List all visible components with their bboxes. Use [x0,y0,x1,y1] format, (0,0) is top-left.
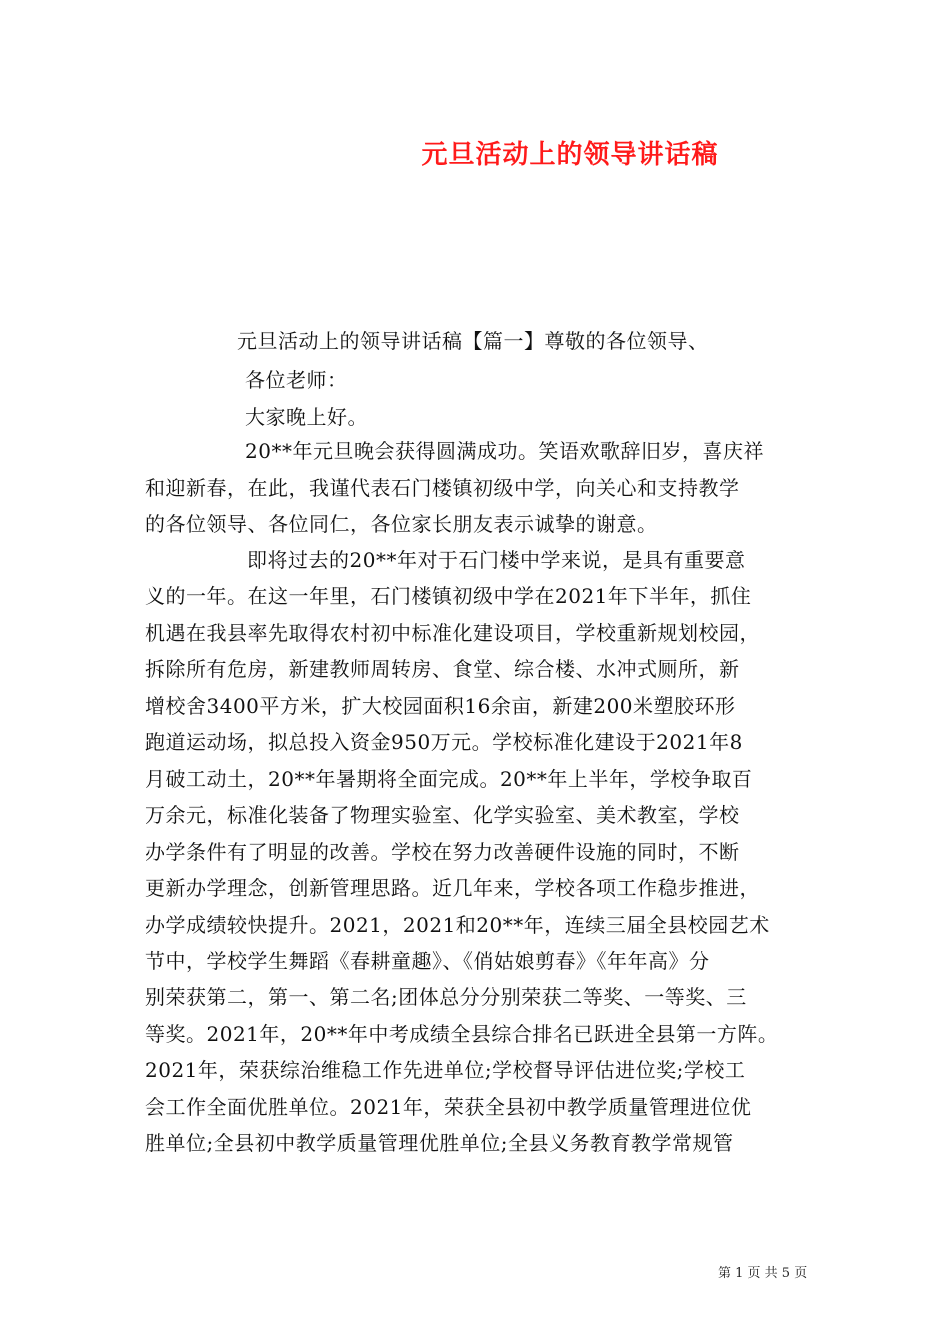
paragraph-line: 更新办学理念，创新管理思路。近几年来，学校各项工作稳步推进， [145,876,760,900]
paragraph-line: 义的一年。在这一年里，石门楼镇初级中学在2021年下半年，抓住 [145,584,752,608]
paragraph-line: 会工作全面优胜单位。2021年，荣获全县初中教学质量管理进位优 [145,1095,752,1119]
paragraph-line: 办学成绩较快提升。2021，2021和20**年，连续三届全县校园艺术 [145,913,770,937]
paragraph-line: 月破工动土，20**年暑期将全面完成。20**年上半年，学校争取百 [145,767,753,791]
paragraph-line: 大家晚上好。 [245,405,368,429]
paragraph-line: 即将过去的20**年对于石门楼中学来说，是具有重要意 [247,548,746,572]
paragraph-line: 各位老师： [245,368,348,392]
paragraph-line: 别荣获第二，第一、第二名;团体总分分别荣获二等奖、一等奖、三 [145,985,747,1009]
paragraph-line: 和迎新春，在此，我谨代表石门楼镇初级中学，向关心和支持教学 [145,476,740,500]
paragraph-line: 增校舍3400平方米，扩大校园面积16余亩，新建200米塑胶环形 [145,694,736,718]
page-number: 第 1 页 共 5 页 [718,1266,808,1281]
paragraph-line: 2021年，荣获综治维稳工作先进单位;学校督导评估进位奖;学校工 [145,1058,746,1082]
paragraph-line: 20**年元旦晚会获得圆满成功。笑语欢歌辞旧岁，喜庆祥 [245,439,764,463]
paragraph-line: 胜单位;全县初中教学质量管理优胜单位;全县义务教育教学常规管 [145,1131,734,1155]
document-title: 元旦活动上的领导讲话稿 [421,140,719,170]
paragraph-line: 办学条件有了明显的改善。学校在努力改善硬件设施的同时，不断 [145,840,740,864]
paragraph-line: 拆除所有危房，新建教师周转房、食堂、综合楼、水冲式厕所，新 [145,657,740,681]
paragraph-line: 跑道运动场，拟总投入资金950万元。学校标准化建设于2021年8 [145,730,743,754]
paragraph-line: 万余元，标准化装备了物理实验室、化学实验室、美术教室，学校 [145,803,740,827]
paragraph-line: 节中，学校学生舞蹈《春耕童趣》、《俏姑娘剪春》《年年高》分 [145,949,710,973]
paragraph-line: 机遇在我县率先取得农村初中标准化建设项目，学校重新规划校园， [145,621,760,645]
paragraph-line: 的各位领导、各位同仁，各位家长朋友表示诚挚的谢意。 [145,512,658,536]
paragraph-line: 元旦活动上的领导讲话稿【篇一】尊敬的各位领导、 [237,329,709,353]
paragraph-line: 等奖。2021年，20**年中考成绩全县综合排名已跃进全县第一方阵。 [145,1022,779,1046]
